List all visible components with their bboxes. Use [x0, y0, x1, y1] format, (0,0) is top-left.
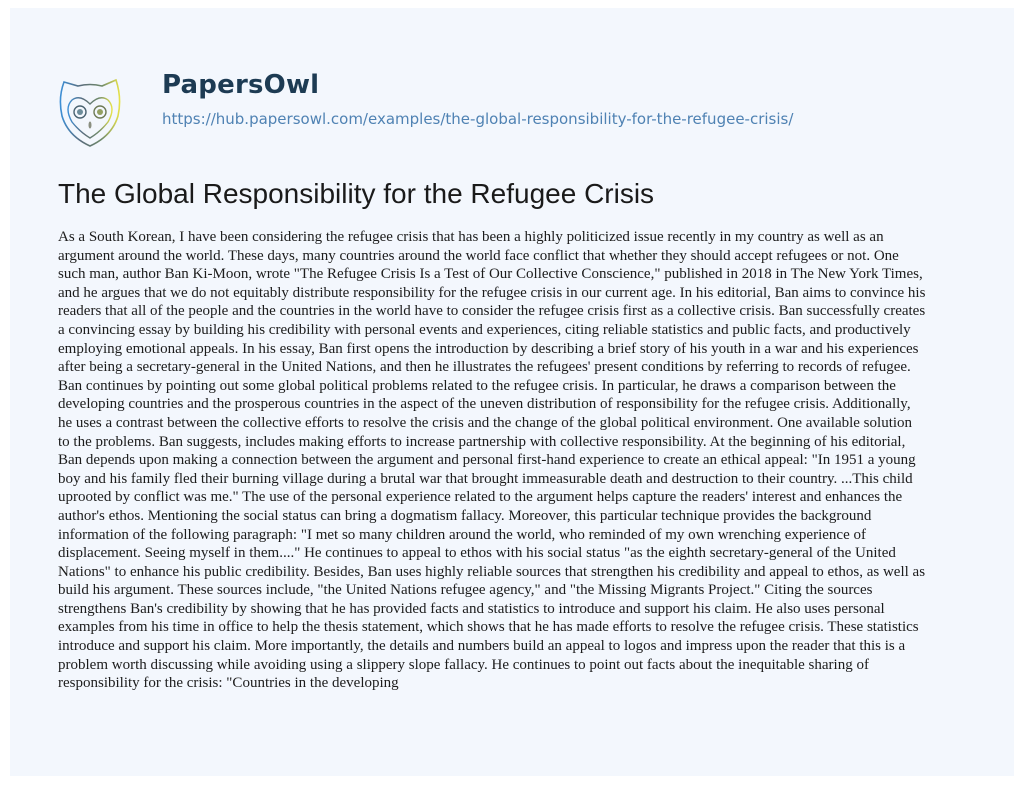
text-line: he uses a contrast between the collective efforts to resolve the crisis and the change of the global political environment. One available solution	[58, 414, 913, 431]
text-line: Ban depends upon making a connection between the argument and personal first-hand experience to create an ethical appeal: "In 1951 a young	[58, 452, 916, 469]
text-line: uprooted by conflict was me." The use of the personal experience related to the argument helps capture the readers' interest and enhances the	[58, 489, 903, 506]
document-card	[10, 8, 1014, 776]
text-line: argument around the world. These days, many countries around the world face conflict that whether they should accept refugees or not. One	[58, 247, 899, 264]
text-line: author's ethos. Mentioning the social status can bring a dogmatism fallacy. Moreover, this particular technique provides the background	[58, 507, 872, 524]
text-line: Ban continues by pointing out some global political problems related to the refugee crisis. In particular, he draws a comparison between the	[58, 377, 896, 394]
text-line: build his argument. These sources include, "the United Nations refugee agency," and "the Missing Migrants Project." Citing the sources	[58, 582, 873, 599]
page-title: The Global Responsibility for the Refugee Crisis	[58, 178, 655, 209]
source-url-link[interactable]: https://hub.papersowl.com/examples/the-global-responsibility-for-the-refugee-crisis/	[162, 110, 794, 128]
text-line: responsibility for the crisis: "Countries in the developing	[58, 675, 399, 692]
text-line: displacement. Seeing myself in them...." He continues to appeal to ethos with his social status "as the eighth secretary-general of the United	[58, 545, 896, 562]
text-line: and he argues that we do not equitably distribute responsibility for the refugee crisis in our current age. In his editorial, Ban aims to convince his	[58, 284, 926, 301]
text-line: readers that all of the people and the countries in the world have to consider the refugee crisis first as a collective crisis. Ban successfully creates	[58, 303, 926, 320]
text-line: employing emotional appeals. In his essay, Ban first opens the introduction by describing a brief story of his youth in a war and his experiences	[58, 340, 919, 357]
text-line: boy and his family fled their burning village during a brutal war that brought immeasurable death and destruction to their country. ...This child	[58, 470, 913, 487]
text-line: after being a secretary-general in the United Nations, and then he illustrates the refugees' present conditions by referring to records of refugee.	[58, 359, 911, 376]
text-line: problem worth discussing while avoiding using a slippery slope fallacy. He continues to point out facts about the inequitable sharing of	[58, 656, 869, 673]
text-line: strengthens Ban's credibility by showing that he has provided facts and statistics to introduce and support his claim. He also uses personal	[58, 600, 885, 617]
text-line: developing countries and the prosperous countries in the aspect of the uneven distribution of responsibility for the refugee crisis. Additionally,	[58, 396, 911, 413]
text-line: to the problems. Ban suggests, includes making efforts to increase partnership with collective responsibility. At the beginning of his editorial,	[58, 433, 906, 450]
text-line: introduce and support his claim. More importantly, the details and numbers build an appeal to logos and impress upon the reader that this is a	[58, 638, 906, 655]
article-body	[58, 228, 988, 693]
text-line: As a South Korean, I have been considering the refugee crisis that has been a highly politicized issue recently in my country as well as an	[58, 229, 884, 245]
text-line: examples from his time in office to help the thesis statement, which shows that he has made efforts to resolve the refugee crisis. These statistics	[58, 619, 919, 636]
text-line: a convincing essay by building his credibility with personal events and experiences, citing reliable statistics and public facts, and productively	[58, 321, 911, 338]
text-line: Nations" to enhance his public credibility. Besides, Ban uses highly reliable sources that strengthen his credibility and appeal to ethos, as well as	[58, 563, 926, 580]
owl-logo-icon[interactable]	[50, 68, 130, 148]
text-line: such man, author Ban Ki-Moon, wrote "The Refugee Crisis Is a Test of Our Collective Conscience," published in 2018 in The New York Times,	[58, 266, 923, 283]
brand-name[interactable]: PapersOwl	[162, 70, 320, 100]
text-line: information of the following paragraph: "I met so many children around the world, who reminded of my own wrenching experience of	[58, 526, 866, 543]
site-header	[50, 68, 990, 148]
